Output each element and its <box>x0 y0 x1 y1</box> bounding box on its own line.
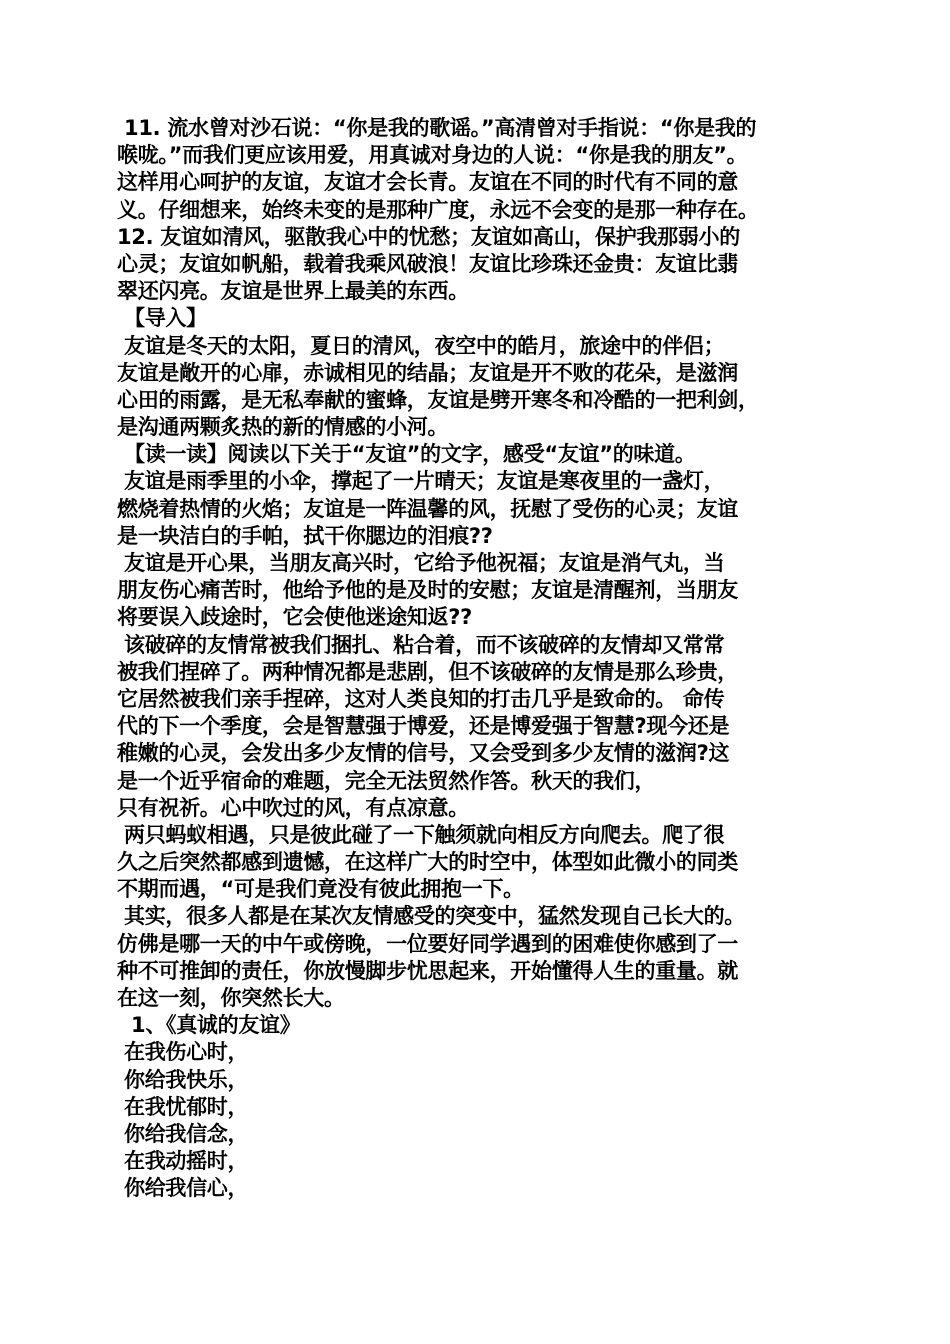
text-line: 12. 友谊如清风，驱散我心中的忧愁；友谊如高山，保护我那弱小的 <box>117 224 740 249</box>
text-line: 不期而遇，“可是我们竟没有彼此拥抱一下。 <box>117 877 524 902</box>
poem-line: 在我忧郁时， <box>117 1094 249 1119</box>
text-line: 友谊是开心果，当朋友高兴时，它给予他祝福；友谊是消气丸，当 <box>117 551 725 575</box>
text-line: 被我们捏碎了。两种情况都是悲剧，但不该破碎的友情是那么珍贵， <box>117 659 738 684</box>
text-line: 只有祝祈。心中吹过的风，有点凉意。 <box>117 795 469 820</box>
poem-line: 在我伤心时， <box>117 1040 249 1065</box>
text-line: 稚嫩的心灵，会发出多少友情的信号，又会受到多少友情的滋润?这 <box>117 741 730 766</box>
text-line: 友谊是雨季里的小伞，撑起了一片晴天；友谊是寒夜里的一盏灯， <box>117 469 725 494</box>
text-line: 心灵；友谊如帆船，载着我乘风破浪！友谊比珍珠还金贵：友谊比翡 <box>117 251 738 276</box>
text-line: 义。仔细想来，始终未变的是那种广度，永远不会变的是那一种存在。 <box>117 197 759 222</box>
section-heading-read: 【读一读】阅读以下关于“友谊”的文字，感受“友谊”的味道。 <box>117 442 696 467</box>
text-line: 友谊是冬天的太阳，夏日的清风，夜空中的皓月，旅途中的伴侣； <box>117 333 725 358</box>
text-line: 种不可推卸的责任，你放慢脚步忧思起来，开始懂得人生的重量。就 <box>117 958 738 983</box>
text-line: 久之后突然都感到遗憾，在这样广大的时空中，体型如此微小的同类 <box>117 850 738 875</box>
poem-line: 你给我信心， <box>117 1176 249 1201</box>
text-line: 心田的雨露，是无私奉献的蜜蜂，友谊是劈开寒冬和冷酷的一把利剑， <box>117 387 759 412</box>
text-line: 燃烧着热情的火焰；友谊是一阵温馨的风，抚慰了受伤的心灵；友谊 <box>117 496 738 521</box>
text-line: 翠还闪亮。友谊是世界上最美的东西。 <box>117 279 469 304</box>
text-line: 是一块洁白的手帕，拭干你腮边的泪痕?? <box>117 523 493 548</box>
text-line: 该破碎的友情常被我们捆扎、粘合着，而不该破碎的友情却又常常 <box>117 632 725 657</box>
text-line: 是一个近乎宿命的难题，完全无法贸然作答。秋天的我们， <box>117 768 656 793</box>
text-line: 仿佛是哪一天的中午或傍晚，一位要好同学遇到的困难使你感到了一 <box>117 931 738 956</box>
text-line: 在这一刻，你突然长大。 <box>117 986 345 1010</box>
text-line: 这样用心呵护的友谊，友谊才会长青。友谊在不同的时代有不同的意 <box>117 170 738 195</box>
text-line: 两只蚂蚁相遇，只是彼此碰了一下触须就向相反方向爬去。爬了很 <box>117 822 725 847</box>
text-line: 它居然被我们亲手捏碎，这对人类良知的打击几乎是致命的。 命传 <box>117 686 725 711</box>
poem-line: 你给我快乐， <box>117 1067 249 1092</box>
document-body <box>117 115 847 1203</box>
text-line: 11. 流水曾对沙石说：“你是我的歌谣。”高清曾对手指说：“你是我的 <box>117 116 757 140</box>
text-line: 将要误入歧途时，它会使他迷途知返?? <box>117 605 472 630</box>
text-line: 友谊是敞开的心扉，赤诚相见的结晶；友谊是开不败的花朵，是滋润 <box>117 360 738 385</box>
poem-line: 你给我信念， <box>117 1121 249 1146</box>
poem-title: 1、《真诚的友谊》 <box>117 1013 301 1038</box>
text-line: 其实，很多人都是在某次友情感受的突变中，猛然发现自己长大的。 <box>117 904 746 929</box>
section-heading-intro: 【导入】 <box>117 306 207 331</box>
poem-line: 在我动摇时， <box>117 1149 249 1174</box>
text-line: 喉咙。”而我们更应该用爱，用真诚对身边的人说：“你是我的朋友”。 <box>117 143 748 168</box>
text-line: 代的下一个季度，会是智慧强于博爱，还是博爱强于智慧?现今还是 <box>117 714 730 739</box>
text-line: 朋友伤心痛苦时，他给予他的是及时的安慰；友谊是清醒剂，当朋友 <box>117 578 738 603</box>
text-line: 是沟通两颗炙热的新的情感的小河。 <box>117 415 449 440</box>
